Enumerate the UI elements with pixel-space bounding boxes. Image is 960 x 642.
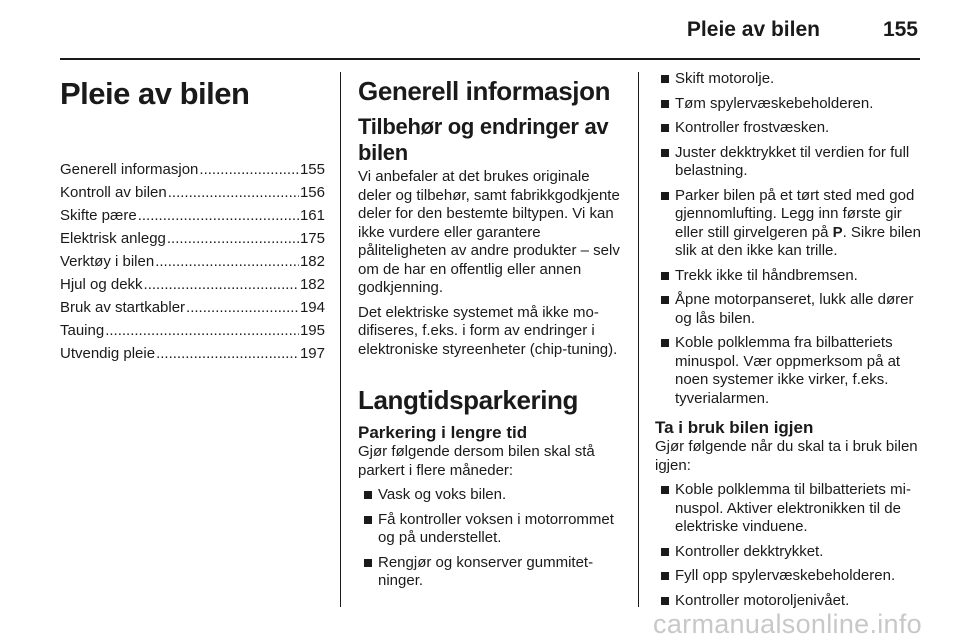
paragraph-long-parking: Gjør følgende dersom bilen skal stå parkert i flere måneder: xyxy=(358,443,595,479)
paragraph-accessories: Vi anbefaler at det brukes originale deler og tilbehør, samt fabrikkgodkjente deler for den bestemte biltypen. Vi kan ikke vurdere eller garantere påliteligheten av andre produkter – selv om de har en offentlig eller annen godkjenning. xyxy=(358,168,620,296)
page-number: 155 xyxy=(882,18,918,41)
paragraph-electrical: Det elektriske systemet må ikke modifiseres, f.eks. i form av endringer i elektroniske styreenheter (chip-tuning). xyxy=(358,303,618,358)
chapter-title: Pleie av bilen xyxy=(60,76,250,111)
toc-leader-dots xyxy=(144,273,299,296)
content-column-1 xyxy=(358,70,626,597)
toc-entry-label: Hjul og dekk xyxy=(60,276,143,293)
toc-entry-page: 182 xyxy=(299,253,325,270)
page-header xyxy=(0,0,960,62)
parking-list xyxy=(358,486,626,591)
list-item: Kontroller motoroljenivået. xyxy=(655,592,923,611)
toc-entry-page: 156 xyxy=(299,184,325,201)
list-item: Kontroller dekktrykket. xyxy=(655,543,923,562)
toc-entry[interactable] xyxy=(60,227,325,250)
watermark: carmanualsonline.info xyxy=(653,609,922,639)
list-item: Rengjør og konserver gummitetninger. xyxy=(358,554,626,591)
toc-entry-label: Verktøy i bilen xyxy=(60,253,155,270)
toc-leader-dots xyxy=(155,250,299,273)
toc-leader-dots xyxy=(105,319,299,342)
list-item: Kontroller frostvæsken. xyxy=(655,119,923,138)
toc-entry[interactable] xyxy=(60,181,325,204)
toc-entry-label: Kontroll av bilen xyxy=(60,184,167,201)
subheading-long-parking: Parkering i lengre tid xyxy=(358,423,528,442)
toc-leader-dots xyxy=(138,204,299,227)
toc-entry-page: 161 xyxy=(299,207,325,224)
toc-entry-page: 194 xyxy=(299,299,325,316)
content-column-2 xyxy=(655,70,923,616)
toc-entry-page: 175 xyxy=(299,230,325,247)
section-heading-general: Generell informasjon xyxy=(358,76,611,106)
header-rule xyxy=(60,58,920,60)
list-item: Koble polklemma fra bilbatteriets minuspol. Vær oppmerksom på at noen systemer ikke virker, f.eks. tyverialarmen. xyxy=(655,334,923,408)
list-item: Skift motorolje. xyxy=(655,70,923,89)
list-item: Få kontroller voksen i motorrommet og på understellet. xyxy=(358,511,626,548)
toc-entry[interactable] xyxy=(60,296,325,319)
toc-entry[interactable] xyxy=(60,158,325,181)
toc-entry[interactable] xyxy=(60,342,325,365)
toc-leader-dots xyxy=(168,181,299,204)
toc-leader-dots xyxy=(167,227,299,250)
table-of-contents xyxy=(60,158,325,365)
list-item: Fyll opp spylervæskebeholderen. xyxy=(655,567,923,586)
subheading-accessories: Tilbehør og endringer av bilen xyxy=(358,114,609,165)
toc-entry-page: 195 xyxy=(299,322,325,339)
toc-entry[interactable] xyxy=(60,204,325,227)
toc-leader-dots xyxy=(199,158,299,181)
storage-steps-list xyxy=(655,70,923,408)
toc-entry-label: Elektrisk anlegg xyxy=(60,230,166,247)
toc-entry-label: Generell informasjon xyxy=(60,161,199,178)
toc-entry-label: Bruk av startkabler xyxy=(60,299,186,316)
toc-column xyxy=(60,70,325,365)
toc-entry[interactable] xyxy=(60,319,325,342)
toc-leader-dots xyxy=(186,296,299,319)
subheading-reuse: Ta i bruk bilen igjen xyxy=(655,418,814,437)
toc-entry-page: 155 xyxy=(299,161,325,178)
column-divider-1 xyxy=(340,72,341,607)
section-heading-storage: Langtidsparkering xyxy=(358,385,579,415)
list-item: Åpne motorpanseret, lukk alle dører og lås bilen. xyxy=(655,291,923,328)
list-item: Koble polklemma til bilbatteriets minuspol. Aktiver elektronikken til de elektriske vinduene. xyxy=(655,481,923,537)
toc-leader-dots xyxy=(156,342,299,365)
toc-entry-label: Utvendig pleie xyxy=(60,345,156,362)
reuse-steps-list xyxy=(655,481,923,610)
paragraph-reuse: Gjør følgende når du skal ta i bruk bilen igjen: xyxy=(655,438,918,474)
list-item: Trekk ikke til håndbremsen. xyxy=(655,267,923,286)
header-title: Pleie av bilen xyxy=(686,18,820,41)
toc-entry-label: Tauing xyxy=(60,322,105,339)
column-divider-2 xyxy=(638,72,639,607)
toc-entry[interactable] xyxy=(60,273,325,296)
list-item: Tøm spylervæskebeholderen. xyxy=(655,95,923,114)
toc-entry[interactable] xyxy=(60,250,325,273)
toc-entry-label: Skifte pære xyxy=(60,207,137,224)
list-item: Juster dekktrykket til verdien for full belastning. xyxy=(655,144,923,181)
list-item: Vask og voks bilen. xyxy=(358,486,626,505)
toc-entry-page: 182 xyxy=(299,276,325,293)
toc-entry-page: 197 xyxy=(299,345,325,362)
list-item: Parker bilen på et tørt sted med god gjennomlufting. Legg inn første gir eller still girvelgeren på P. Sikre bilen slik at den ikke kan trille. xyxy=(655,187,923,261)
